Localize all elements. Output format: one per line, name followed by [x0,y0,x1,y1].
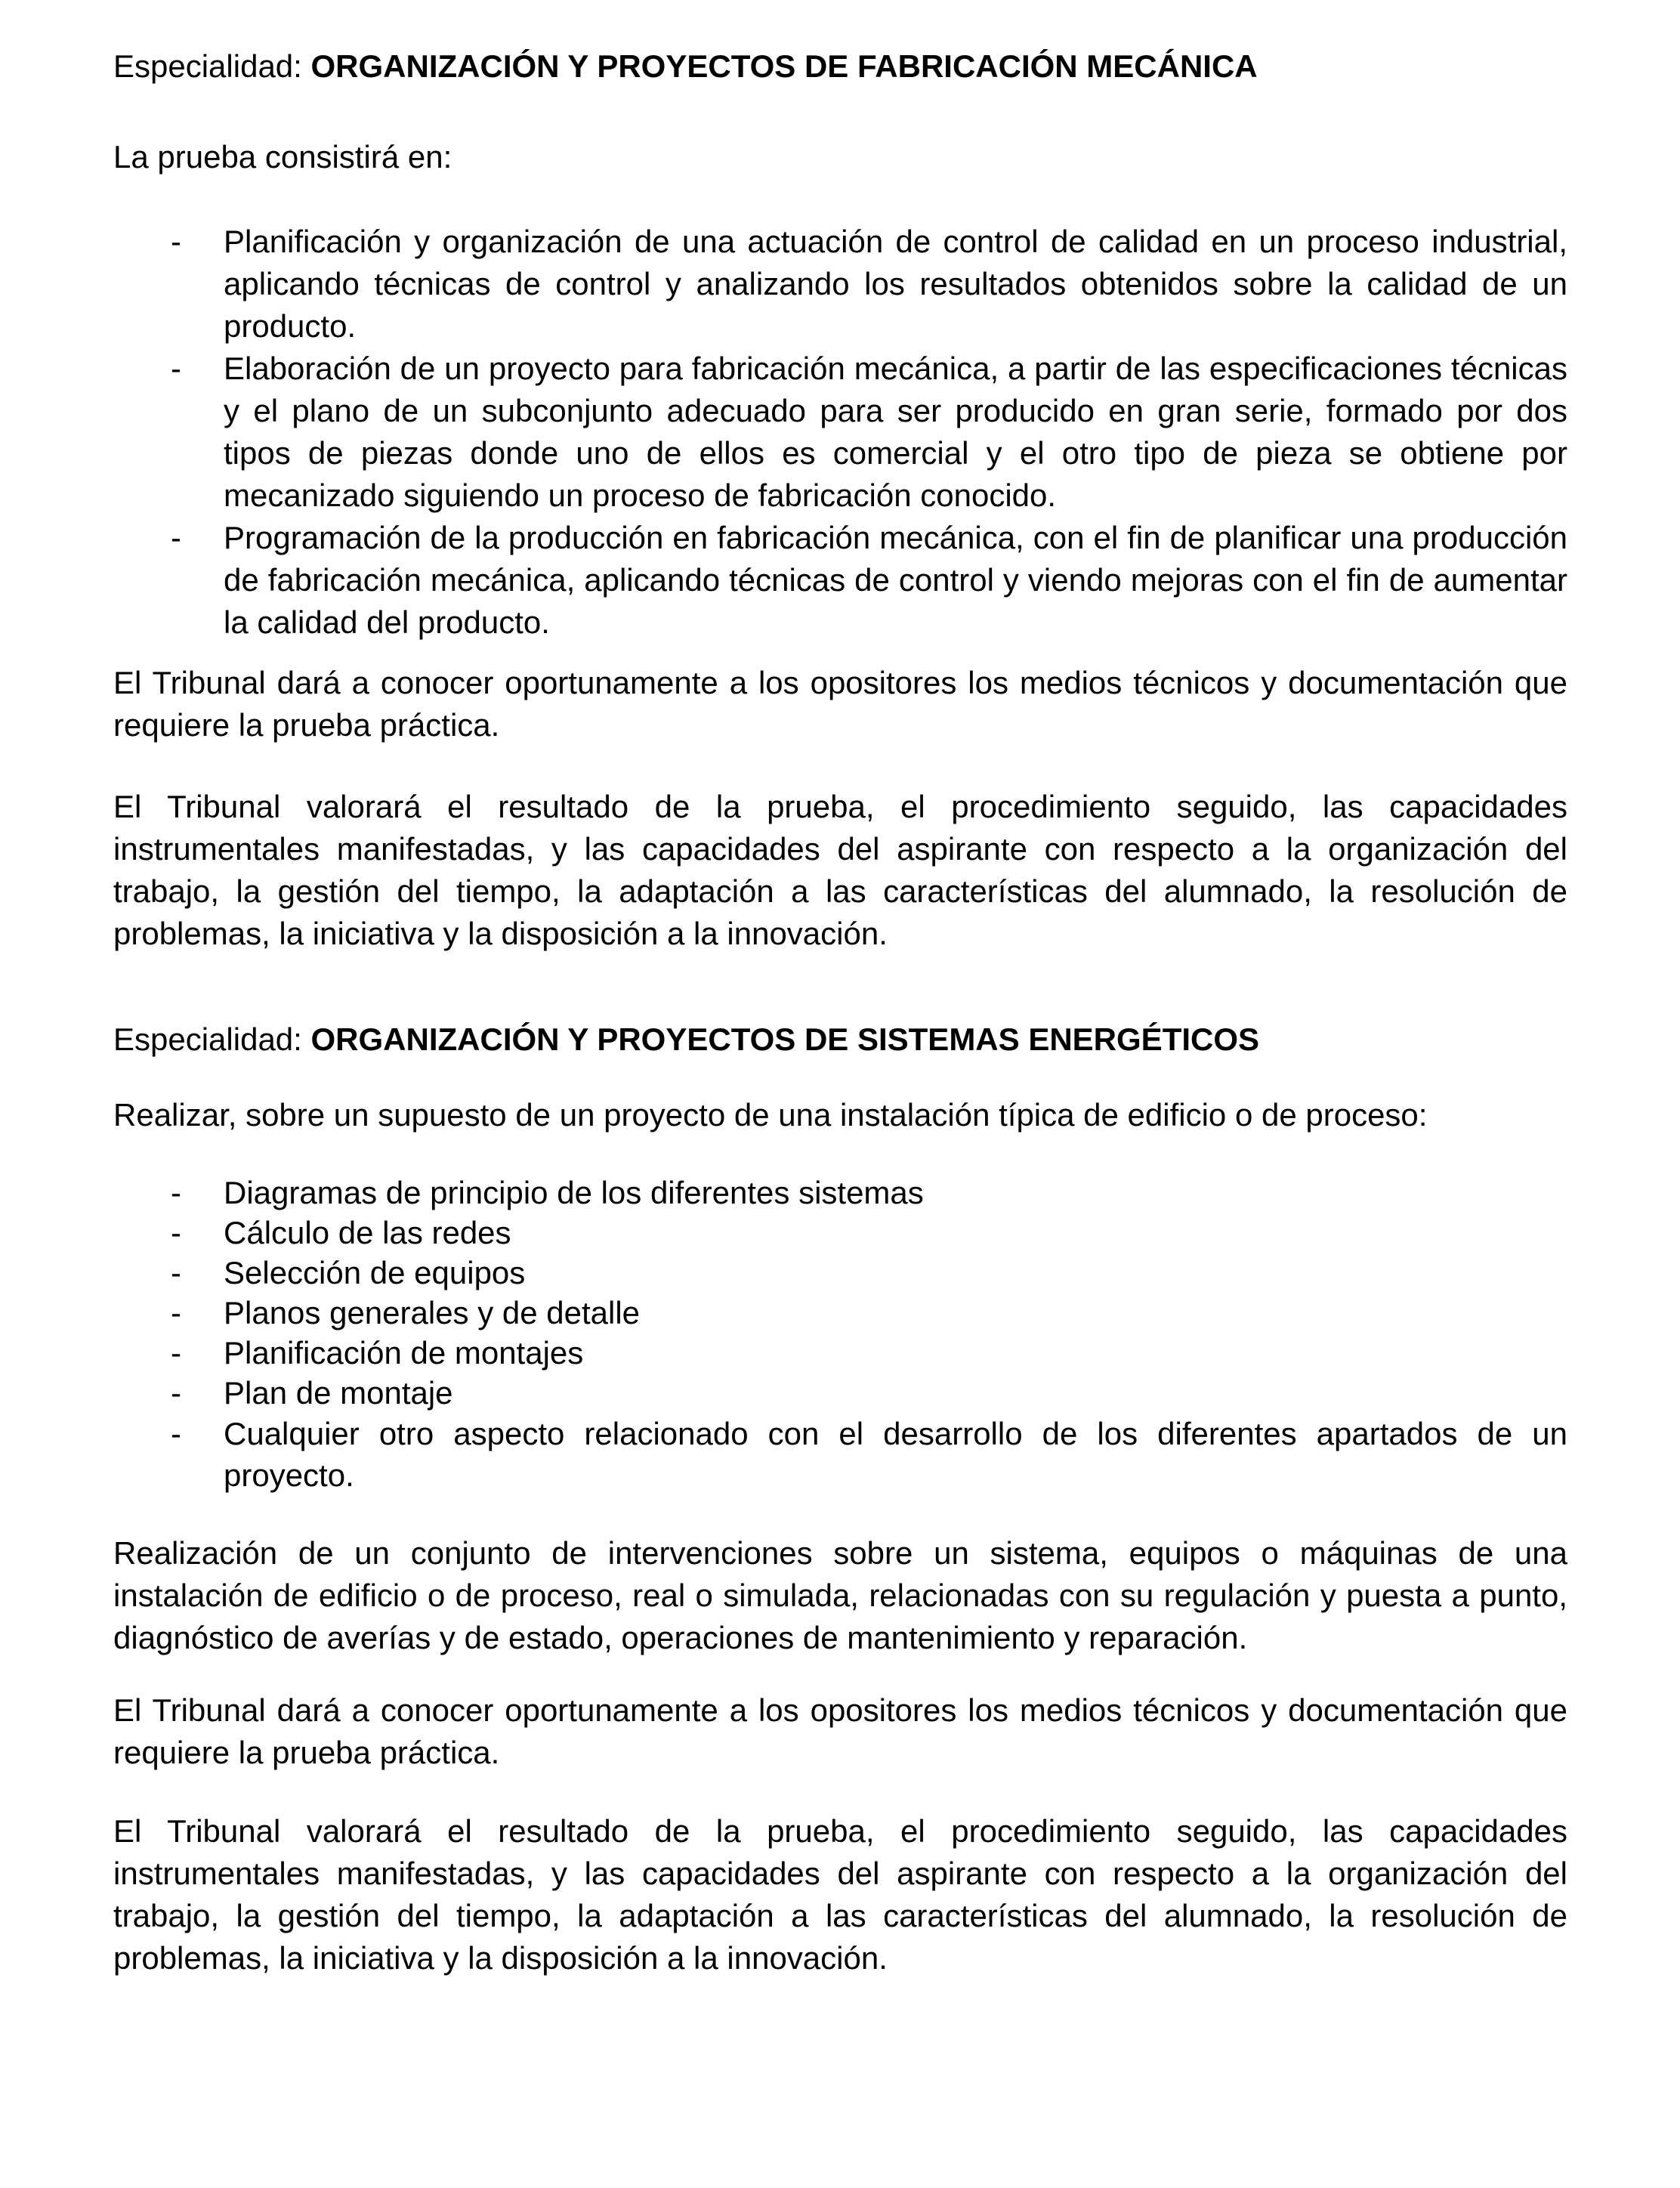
list-item-text: Planificación de montajes [224,1335,584,1371]
list-item-text: Cálculo de las redes [224,1215,511,1250]
list-item [113,517,1567,644]
bullet-list [113,221,1567,644]
list-item [113,1333,1567,1373]
dash-marker: - [171,1255,181,1290]
dash-marker: - [171,1335,181,1371]
dash-marker: - [171,351,181,386]
paragraph: El Tribunal dará a conocer oportunamente a los opositores los medios técnicos y documentación que requiere la prueba práctica. [113,665,1567,743]
list-item [113,221,1567,348]
heading-title: ORGANIZACIÓN Y PROYECTOS DE FABRICACIÓN MECÁNICA [310,48,1258,84]
list-item [113,1373,1567,1413]
heading-prefix: Especialidad: [113,1021,311,1057]
list-item [113,1173,1567,1213]
list-item-text: Diagramas de principio de los diferentes sistemas [224,1175,924,1210]
list-item [113,1413,1567,1496]
dash-marker: - [171,1175,181,1210]
list-item-text: Selección de equipos [224,1255,526,1290]
paragraph: El Tribunal dará a conocer oportunamente a los opositores los medios técnicos y documentación que requiere la prueba práctica. [113,1692,1567,1770]
dash-marker: - [171,1215,181,1250]
dash-marker: - [171,224,181,259]
list-item-text: Plan de montaje [224,1375,453,1411]
heading-title: ORGANIZACIÓN Y PROYECTOS DE SISTEMAS ENERGÉTICOS [310,1021,1260,1057]
dash-marker: - [171,520,181,555]
list-item-text: Elaboración de un proyecto para fabricación mecánica, a partir de las especificaciones técnicas y el plano de un subconjunto adecuado para ser producido en gran serie, formado por dos tipos de piezas donde uno de ellos es comercial y el otro tipo de pieza se obtiene por mecanizado siguiendo un proceso de fabricación conocido. [224,351,1567,513]
section-heading [113,45,1567,88]
section-heading [113,1018,1567,1061]
list-item-text: Programación de la producción en fabricación mecánica, con el fin de planificar una producción de fabricación mecánica, aplicando técnicas de control y viendo mejoras con el fin de aumentar la calidad del producto. [224,520,1567,640]
list-item [113,348,1567,517]
list-item-text: Planos generales y de detalle [224,1295,641,1330]
list-item-text: Cualquier otro aspecto relacionado con el desarrollo de los diferentes apartados de un proyecto. [224,1416,1567,1493]
list-item [113,1253,1567,1293]
heading-prefix: Especialidad: [113,48,311,84]
list-item [113,1293,1567,1333]
paragraph: El Tribunal valorará el resultado de la prueba, el procedimiento seguido, las capacidades instrumentales manifestadas, y las capacidades del aspirante con respecto a la organización del trabajo, la gestión del tiempo, la adaptación a las características del alumnado, la resolución de problemas, la iniciativa y la disposición a la innovación. [113,789,1567,951]
dash-marker: - [171,1416,181,1451]
intro-text: Realizar, sobre un supuesto de un proyecto de una instalación típica de edificio o de proceso: [113,1097,1428,1133]
list-item [113,1213,1567,1253]
bullet-list [113,1173,1567,1496]
paragraph: Realización de un conjunto de intervenciones sobre un sistema, equipos o máquinas de una instalación de edificio o de proceso, real o simulada, relacionadas con su regulación y puesta a punto, diagnóstico de averías y de estado, operaciones de mantenimiento y reparación. [113,1535,1567,1655]
paragraph: El Tribunal valorará el resultado de la prueba, el procedimiento seguido, las capacidades instrumentales manifestadas, y las capacidades del aspirante con respecto a la organización del trabajo, la gestión del tiempo, la adaptación a las características del alumnado, la resolución de problemas, la iniciativa y la disposición a la innovación. [113,1813,1567,1976]
dash-marker: - [171,1375,181,1411]
dash-marker: - [171,1295,181,1330]
intro-text: La prueba consistirá en: [113,139,452,175]
list-item-text: Planificación y organización de una actuación de control de calidad en un proceso industrial, aplicando técnicas de control y analizando los resultados obtenidos sobre la calidad de un producto. [224,224,1567,344]
